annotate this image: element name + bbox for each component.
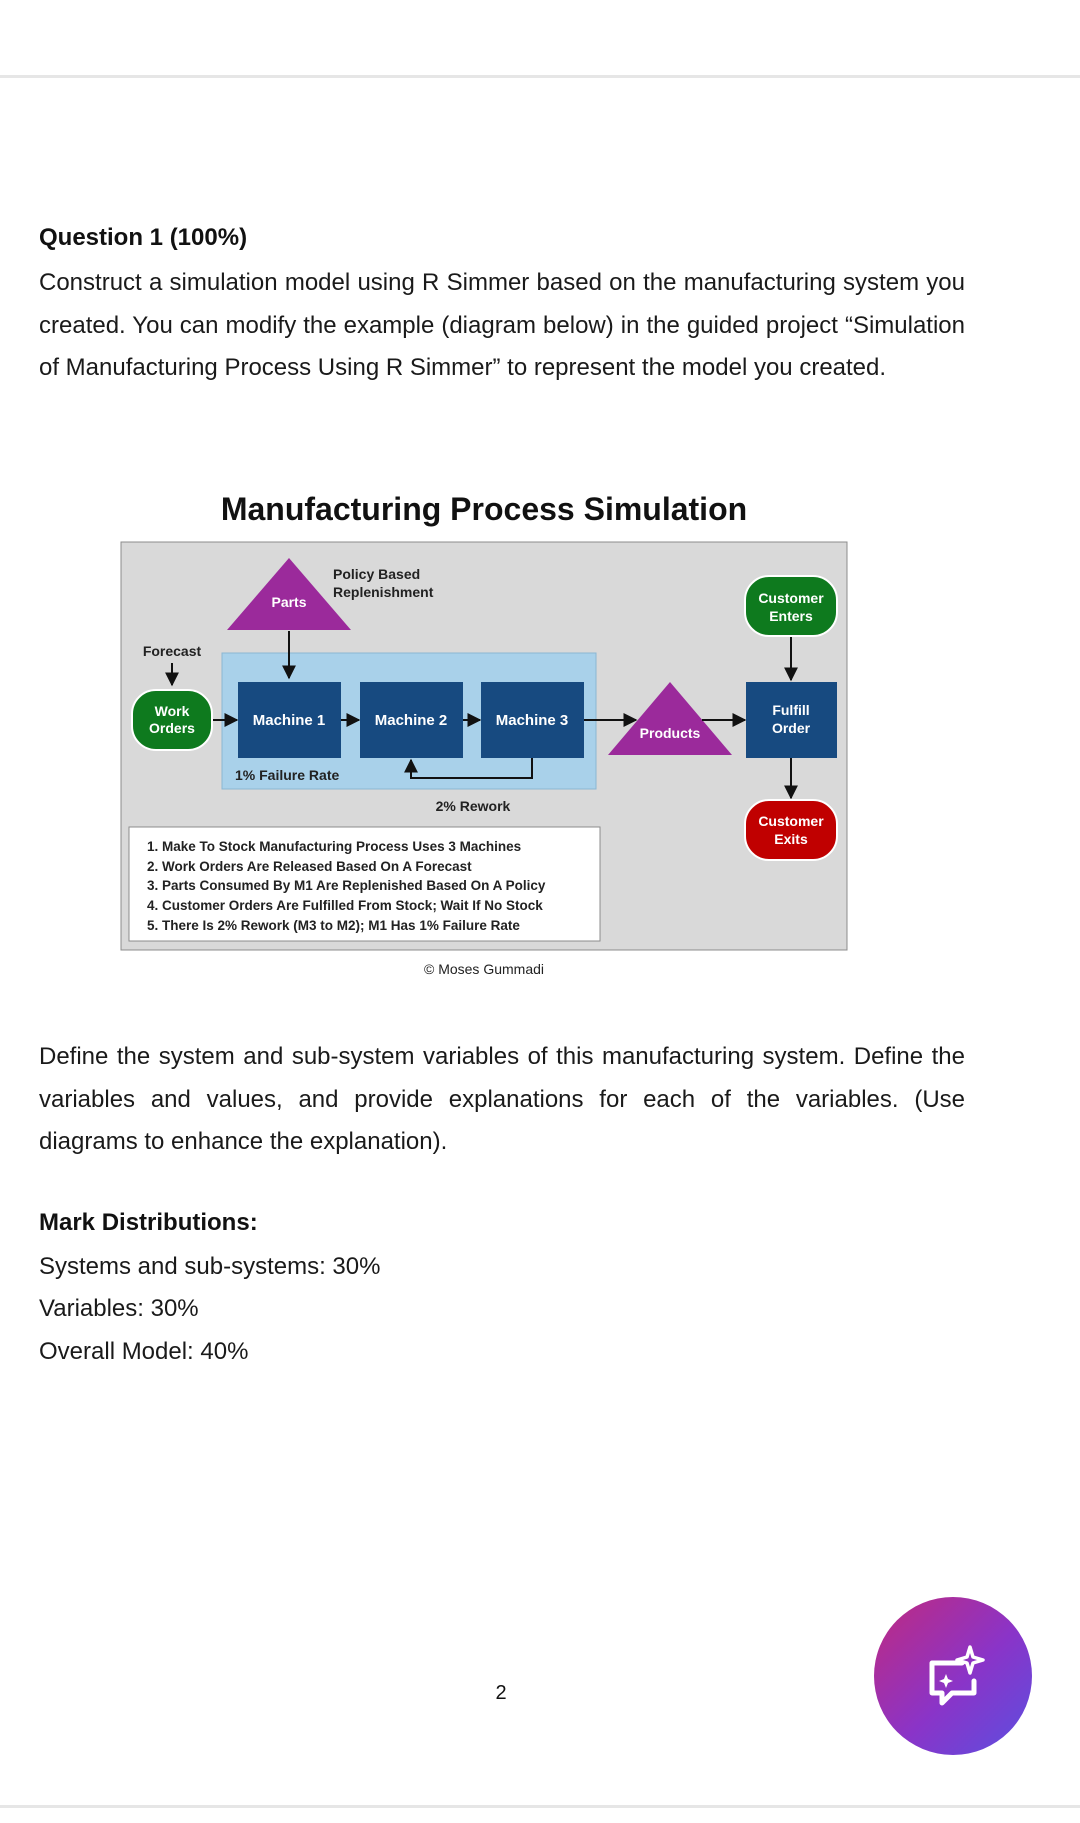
machine-1-label: Machine 1: [252, 712, 326, 729]
customer-exits-line1: Customer: [758, 813, 824, 829]
question-intro: Construct a simulation model using R Simmer based on the manufacturing system you created. You can modify the example (diagram below) in the guided project “Simulation of Manufacturing Process Using R Simmer” to represent the model you created.: [39, 269, 965, 381]
mark-item-overall: Overall Model: 40%: [39, 1338, 249, 1365]
note-1: 1. Make To Stock Manufacturing Process Uses 3 Machines: [147, 839, 522, 854]
fulfill-order-line1: Fulfill: [772, 702, 810, 718]
customer-exits-line2: Exits: [774, 831, 808, 847]
note-4: 4. Customer Orders Are Fulfilled From Stock; Wait If No Stock: [147, 898, 543, 913]
ai-chat-sparkle-icon: [918, 1641, 988, 1711]
mark-item-systems: Systems and sub-systems: 30%: [39, 1253, 381, 1280]
parts-label: Parts: [271, 594, 307, 610]
work-orders-line1: Work: [154, 703, 190, 719]
page-number: 2: [495, 1682, 507, 1704]
customer-enters-line2: Enters: [769, 608, 813, 624]
policy-label-line1: Policy Based: [333, 566, 421, 582]
customer-exits-node: [745, 800, 837, 860]
ai-assistant-button[interactable]: [874, 1597, 1032, 1755]
machine-3-label: Machine 3: [495, 712, 569, 729]
failure-rate-label: 1% Failure Rate: [235, 767, 340, 783]
diagram-title: Manufacturing Process Simulation: [220, 491, 748, 527]
customer-enters-node: [745, 576, 837, 636]
marks-title: Mark Distributions:: [39, 1209, 258, 1236]
question-title: Question 1 (100%): [39, 224, 248, 251]
manufacturing-diagram: [100, 480, 860, 990]
forecast-label: Forecast: [142, 643, 202, 659]
diagram-credit: © Moses Gummadi: [423, 961, 545, 977]
policy-label-line2: Replenishment: [333, 584, 434, 600]
customer-enters-line1: Customer: [758, 590, 824, 606]
note-2: 2. Work Orders Are Released Based On A Forecast: [147, 859, 472, 874]
mark-item-variables: Variables: 30%: [39, 1295, 199, 1322]
top-divider: [0, 75, 1080, 78]
question-instruction: Define the system and sub-system variables of this manufacturing system. Define the variables and values, and provide explanations for each of the variables. (Use diagrams to enhance the explanation).: [39, 1043, 965, 1155]
bottom-divider: [0, 1805, 1080, 1808]
note-3: 3. Parts Consumed By M1 Are Replenished Based On A Policy: [147, 878, 546, 893]
fulfill-order-line2: Order: [771, 720, 811, 736]
note-5: 5. There Is 2% Rework (M3 to M2); M1 Has 1% Failure Rate: [147, 918, 520, 933]
machine-2-label: Machine 2: [374, 712, 448, 729]
work-orders-line2: Orders: [149, 720, 195, 736]
rework-label: 2% Rework: [435, 798, 511, 814]
products-label: Products: [639, 725, 701, 741]
